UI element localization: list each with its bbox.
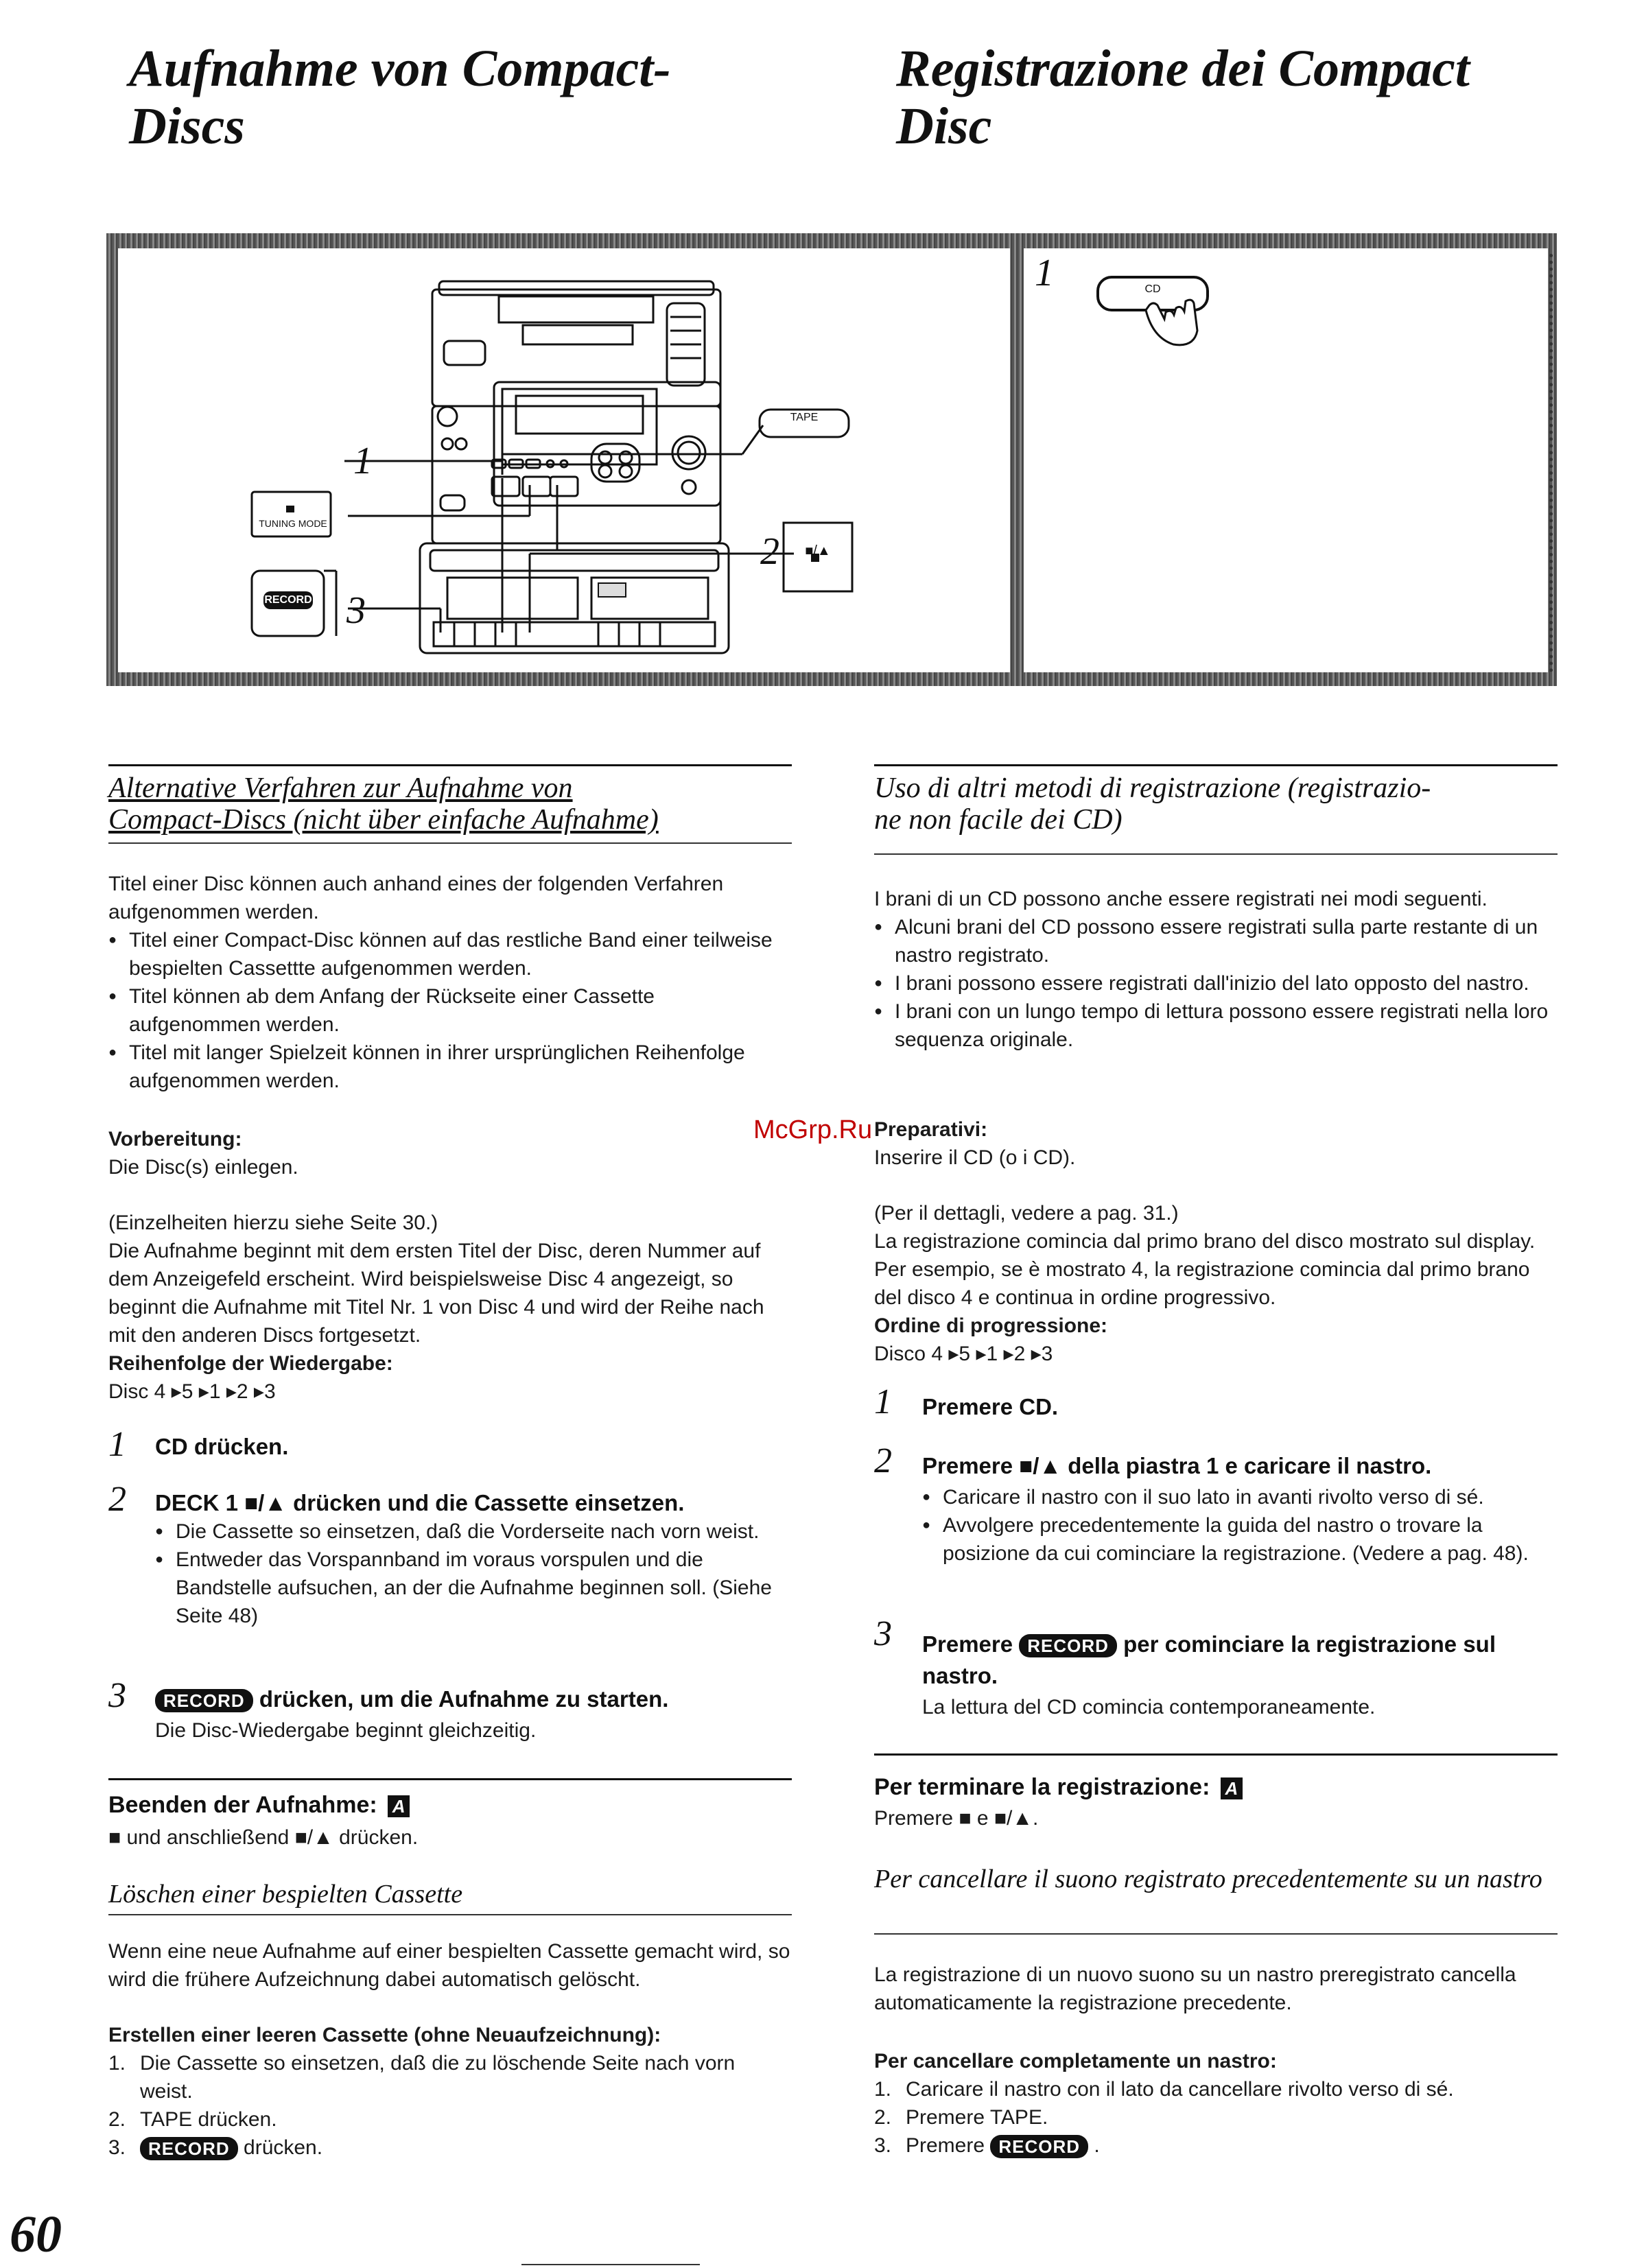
watermark: McGrp.Ru — [753, 1115, 873, 1144]
de-heading-line2: Compact-Discs (nicht über einfache Aufnahme) — [108, 804, 659, 836]
page-number: 60 — [10, 2206, 62, 2263]
it-order-text: Disco 4 ▸5 ▸1 ▸2 ▸3 — [874, 1343, 1053, 1365]
de-step-2-notes — [155, 1517, 792, 1630]
de-order-text: Disc 4 ▸5 ▸1 ▸2 ▸3 — [108, 1380, 276, 1403]
de-erase-text: Wenn eine neue Aufnahme auf einer bespielten Cassette gemacht wird, so wird die frühere Aufzeichnung dabei automatisch gelöscht. — [108, 1940, 790, 1991]
it-step-1-number: 1 — [874, 1382, 892, 1421]
it-section-heading — [874, 772, 1560, 836]
it-step-1: Premere CD. — [922, 1394, 1059, 1419]
it-prep-text: Inserire il CD (o i CD). — [874, 1146, 1076, 1169]
de-step-3 — [155, 1686, 668, 1712]
it-step-3 — [922, 1629, 1558, 1692]
list-item: 3. Premere RECORD . — [874, 2134, 1100, 2158]
it-erase-text: La registrazione di un nuovo suono su un nastro preregistrato cancella automaticamente la registrazione precedente. — [874, 1963, 1516, 2014]
stereo-illustration — [118, 248, 1010, 672]
footer-rule — [521, 2264, 700, 2265]
it-stop-rule — [874, 1753, 1558, 1756]
it-stop-text: Premere ■ e ■/▲. — [874, 1807, 1039, 1830]
list-item: 3. RECORD drücken. — [108, 2136, 323, 2160]
tape-button-label: TAPE — [790, 412, 819, 423]
de-prep-text: Die Disc(s) einlegen. — [108, 1156, 298, 1179]
de-prep-label: Vorbereitung: — [108, 1128, 242, 1150]
page-title-it — [896, 40, 1514, 155]
de-stop-heading — [108, 1792, 410, 1819]
it-blank-steps — [874, 2075, 1558, 2160]
de-step-2-number: 2 — [108, 1480, 126, 1519]
it-step-3-text: per cominciare la registrazione sul nastro. — [922, 1631, 1496, 1688]
cd-button-illustration — [1091, 269, 1228, 358]
de-step-3-number: 3 — [108, 1676, 126, 1715]
it-step-3-sub: La lettura del CD comincia contemporaneamente. — [922, 1696, 1376, 1718]
list-item: ● Entweder das Vorspannband im voraus vorspulen und die Bandstelle aufsuchen, an der die Aufnahme beginnen soll. (Siehe Seite 48) — [155, 1546, 792, 1630]
list-item: ● Titel können ab dem Anfang der Rückseite einer Cassette aufgenommen werden. — [108, 982, 792, 1039]
it-details-2: La registrazione comincia dal primo brano del disco mostrato sul display. Per esempio, se è mostrato 4, la registrazione comincia dal primo brano del disco 4 e continua in ordine progressivo. — [874, 1230, 1536, 1309]
list-item: 1. Caricare il nastro con il lato da cancellare rivolto verso di sé. — [874, 2078, 1454, 2101]
it-intro: I brani di un CD possono anche essere registrati nei modi seguenti. — [874, 888, 1488, 910]
de-step-2: DECK 1 ■/▲ drücken und die Cassette einsetzen. — [155, 1490, 685, 1515]
page-title-de — [129, 40, 747, 155]
de-erase-rule — [108, 1914, 792, 1915]
it-step-3-number: 3 — [874, 1614, 892, 1653]
it-blank-label: Per cancellare completamente un nastro: — [874, 2050, 1277, 2072]
de-step-1-number: 1 — [108, 1425, 126, 1464]
it-stop-heading — [874, 1774, 1243, 1801]
callout-3: 3 — [346, 589, 366, 632]
list-item: ● Caricare il nastro con il suo lato in avanti rivolto verso di sé. — [922, 1483, 1558, 1511]
de-bullets — [108, 926, 792, 1095]
a-badge: A — [1221, 1777, 1243, 1799]
de-order-label: Reihenfolge der Wiedergabe: — [108, 1352, 393, 1375]
de-heading-top-rule — [108, 764, 792, 766]
de-blank-block — [108, 2021, 792, 2162]
stereo-middle-unit — [432, 406, 720, 543]
list-item: ● Avvolgere precedentemente la guida del nastro o trovare la posizione da cui cominciare la registrazione. (Vedere a pag. 48). — [922, 1511, 1558, 1568]
it-bullets — [874, 913, 1558, 1054]
de-intro: Titel einer Disc können auch anhand eines der folgenden Verfahren aufgenommen werden. — [108, 873, 724, 923]
it-stop-label: Per terminare la registrazione: — [874, 1774, 1210, 1800]
de-heading-bottom-rule — [108, 842, 792, 844]
it-step-3-pre: Premere — [922, 1631, 1013, 1657]
it-order-label: Ordine di progressione: — [874, 1314, 1108, 1337]
title-it-line1: Registrazione dei Compact — [896, 40, 1470, 97]
list-item: ● I brani possono essere registrati dall'inizio del lato opposto del nastro. — [874, 969, 1558, 997]
it-prep-block — [874, 1115, 1558, 1368]
de-intro-block — [108, 870, 792, 1095]
it-details-1: (Per il dettagli, vedere a pag. 31.) — [874, 1202, 1179, 1225]
record-badge: RECORD — [990, 2135, 1088, 2158]
title-it-line2: Disc — [896, 97, 992, 155]
tuning-mode-label: TUNING MODE — [259, 518, 327, 529]
it-step-2-number: 2 — [874, 1441, 892, 1480]
de-details-2: Die Aufnahme beginnt mit dem ersten Titel der Disc, deren Nummer auf dem Anzeigefeld erscheint. Wird beispielsweise Disc 4 angezeigt, so beginnt die Aufnahme mit Titel Nr. 1 von Disc 4 und wird der Reihe nach mit den anderen Discs fortgesetzt. — [108, 1240, 764, 1347]
de-stop-label: Beenden der Aufnahme: — [108, 1792, 377, 1818]
de-step-1: CD drücken. — [155, 1434, 289, 1459]
list-item: 2. TAPE drücken. — [108, 2108, 277, 2131]
it-erase-rule — [874, 1933, 1558, 1935]
record-badge: RECORD — [140, 2137, 238, 2160]
list-item: ● Titel einer Compact-Disc können auf das restliche Band einer teilweise bespielten Cassettte aufgenommen werden. — [108, 926, 792, 982]
de-blank-label: Erstellen einer leeren Cassette (ohne Neuaufzeichnung): — [108, 2024, 661, 2046]
callout-1: 1 — [353, 440, 373, 482]
de-section-heading — [108, 772, 795, 836]
de-heading-line1: Alternative Verfahren zur Aufnahme von — [108, 772, 573, 804]
list-item: ● Titel mit langer Spielzeit können in ihrer ursprünglichen Reihenfolge aufgenommen werden. — [108, 1039, 792, 1095]
stop-eject-label: ■/▲ — [805, 543, 831, 558]
de-stop-text: ■ und anschließend ■/▲ drücken. — [108, 1826, 419, 1849]
de-blank-steps — [108, 2049, 792, 2162]
record-badge: RECORD — [155, 1689, 253, 1712]
it-erase-heading: Per cancellare il suono registrato precedentemente su un nastro — [874, 1865, 1542, 1893]
dotted-edge — [1549, 254, 1553, 672]
it-step-2: Premere ■/▲ della piastra 1 e caricare il nastro. — [922, 1453, 1432, 1478]
de-details-1: (Einzelheiten hierzu siehe Seite 30.) — [108, 1212, 438, 1234]
de-stop-rule — [108, 1778, 792, 1780]
it-blank-block — [874, 2047, 1558, 2160]
record-badge: RECORD — [1019, 1634, 1117, 1657]
right-panel-step-1: 1 — [1035, 252, 1054, 294]
cd-button-label: CD — [1144, 283, 1161, 295]
callout-2: 2 — [760, 530, 779, 573]
title-de-line2: Discs — [129, 97, 245, 155]
record-button-label: RECORD — [264, 594, 312, 606]
list-item: 1. Die Cassette so einsetzen, daß die zu löschende Seite nach vorn weist. — [108, 2052, 736, 2103]
it-intro-block — [874, 885, 1558, 1054]
stereo-bottom-unit — [420, 543, 729, 653]
it-heading-line2: ne non facile dei CD) — [874, 804, 1123, 836]
a-badge: A — [388, 1795, 410, 1817]
de-step-3-sub: Die Disc-Wiedergabe beginnt gleichzeitig. — [155, 1719, 537, 1742]
list-item: ● Alcuni brani del CD possono essere registrati sulla parte restante di un nastro registrato. — [874, 913, 1558, 969]
it-heading-line1: Uso di altri metodi di registrazione (registrazio- — [874, 772, 1431, 804]
de-step-3-text: drücken, um die Aufnahme zu starten. — [259, 1686, 669, 1712]
list-item: ● Die Cassette so einsetzen, daß die Vorderseite nach vorn weist. — [155, 1517, 792, 1546]
it-heading-top-rule — [874, 764, 1558, 766]
list-item: 2. Premere TAPE. — [874, 2106, 1048, 2129]
it-heading-bottom-rule — [874, 853, 1558, 855]
it-step-2-notes — [922, 1483, 1558, 1568]
de-erase-heading: Löschen einer bespielten Cassette — [108, 1880, 463, 1909]
de-prep-block — [108, 1125, 792, 1406]
title-de-line1: Aufnahme von Compact- — [129, 40, 671, 97]
it-prep-label: Preparativi: — [874, 1118, 988, 1141]
list-item: ● I brani con un lungo tempo di lettura possono essere registrati nella loro sequenza originale. — [874, 997, 1558, 1054]
